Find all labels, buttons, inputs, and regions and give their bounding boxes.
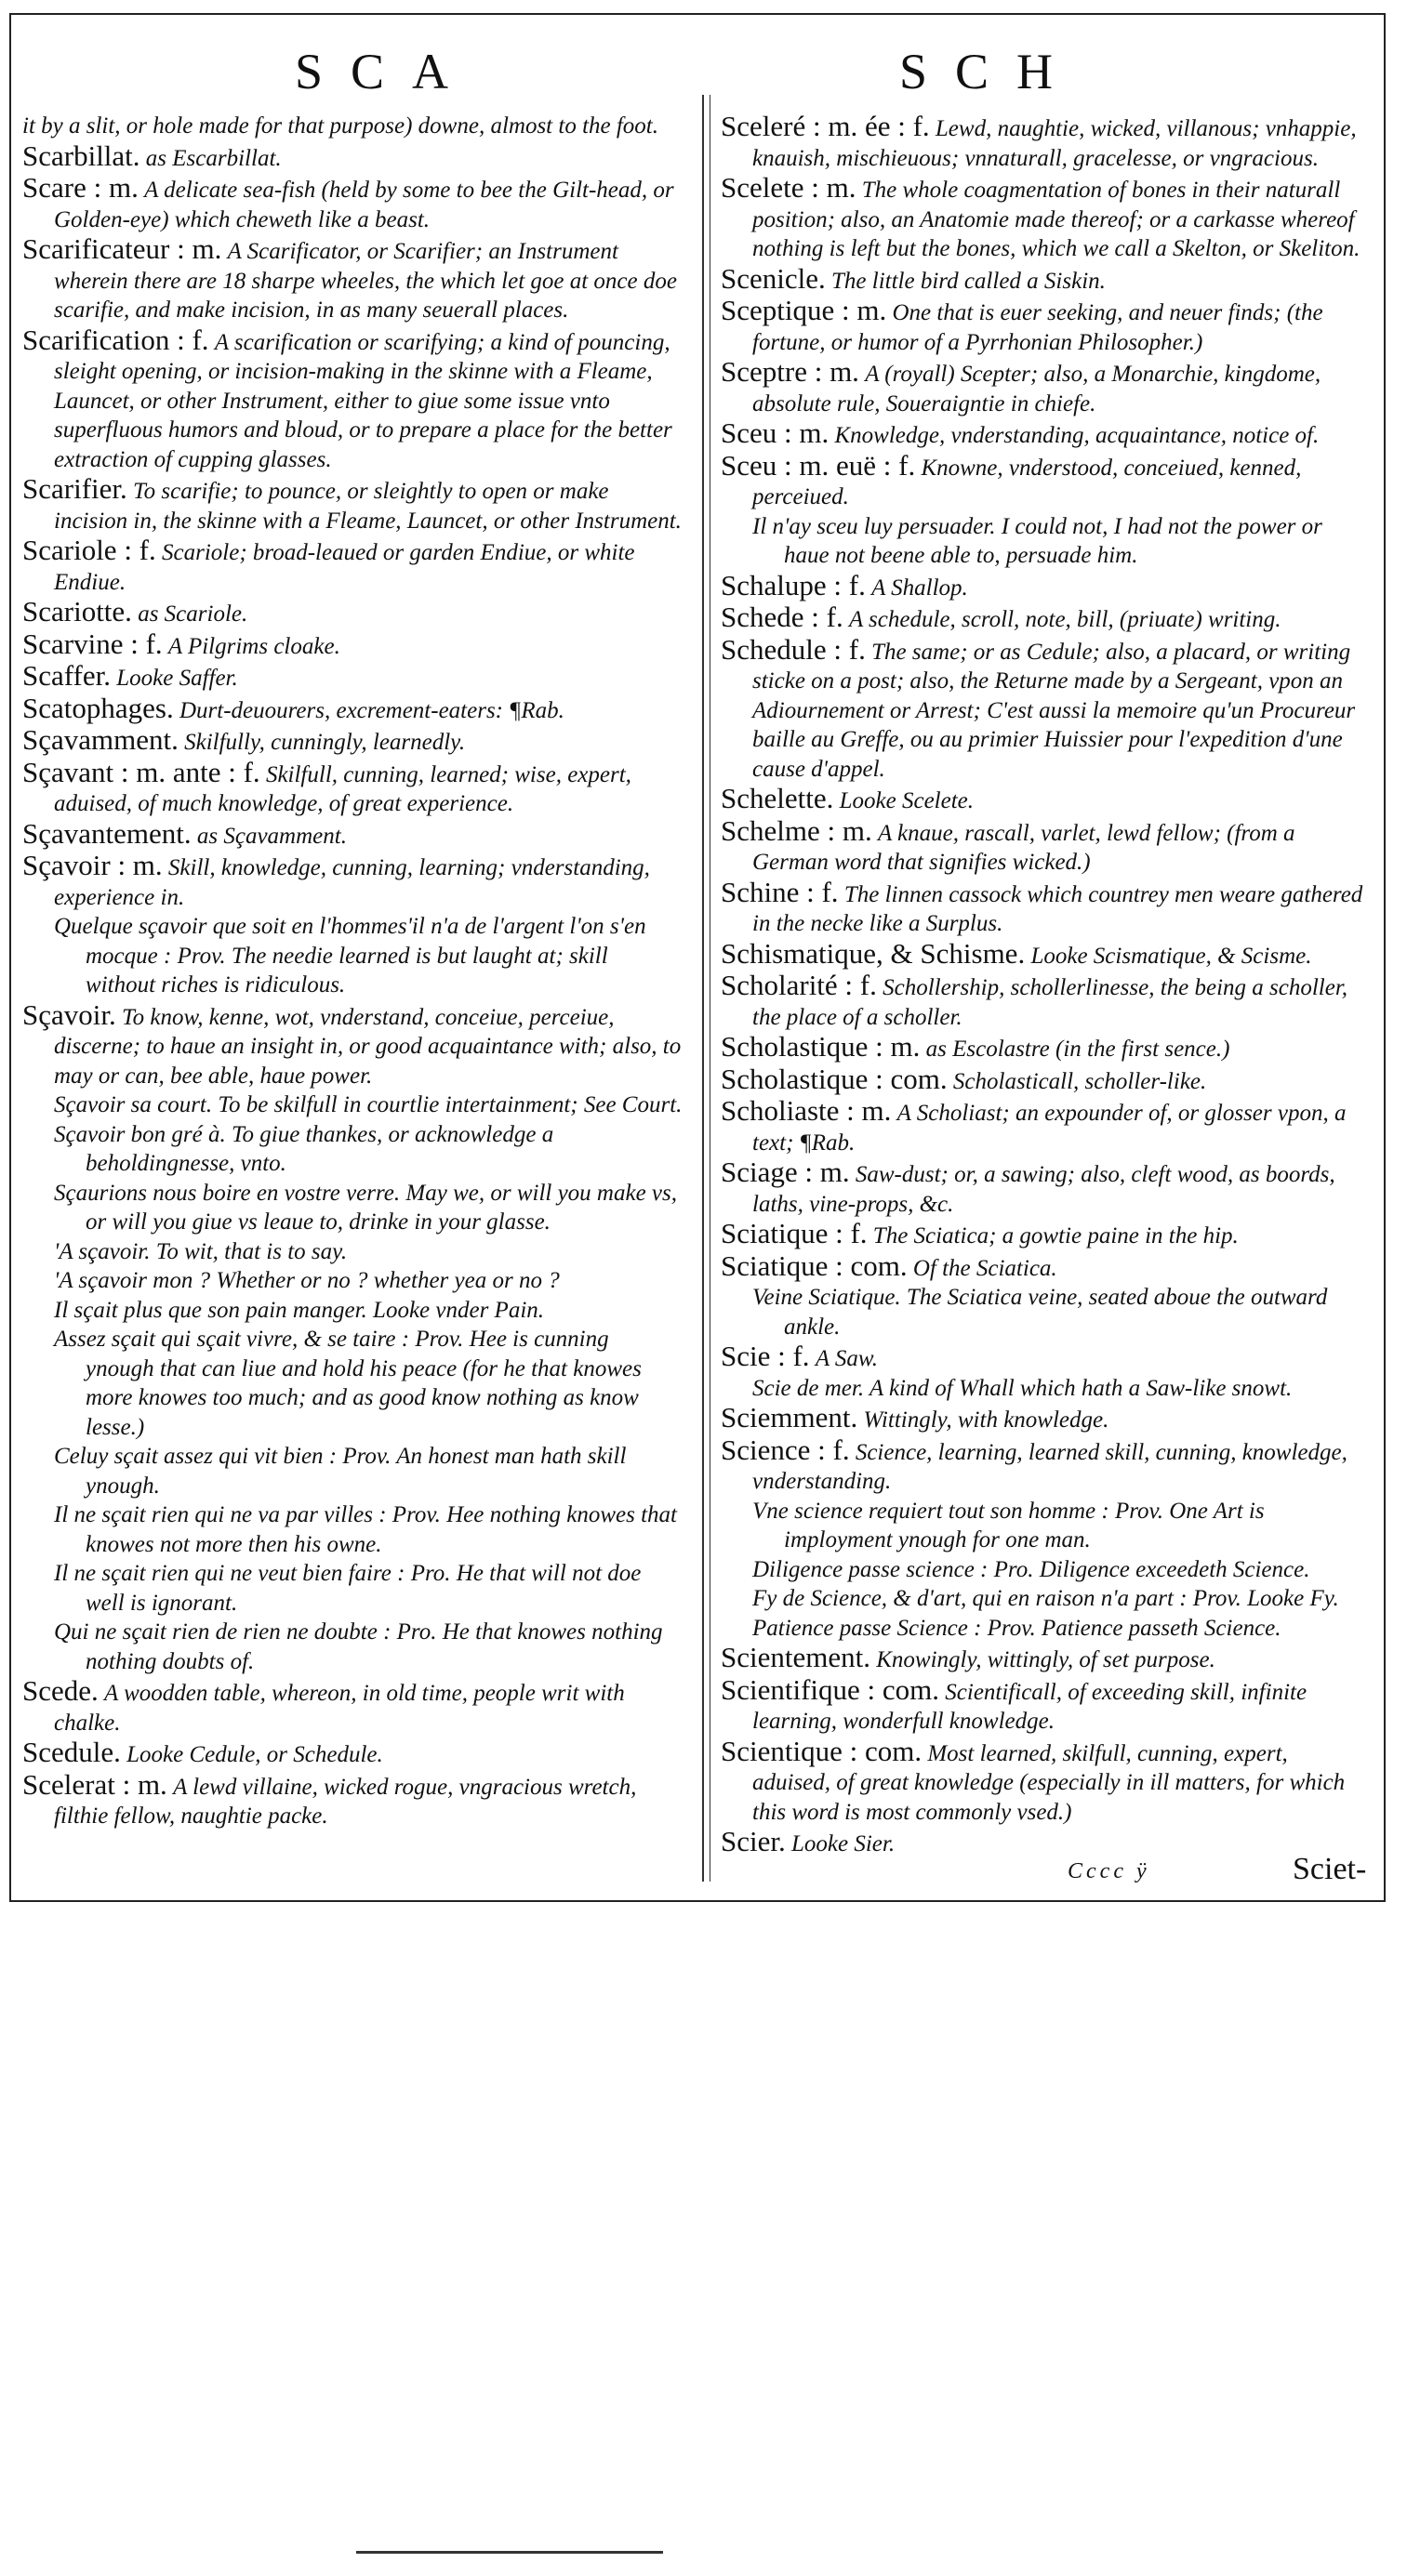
- dictionary-entry: [22, 597, 683, 629]
- entry-definition: Scariole; broad-leaued or garden Endiue, or white Endiue.: [54, 540, 635, 595]
- right-column: [721, 112, 1372, 1859]
- entry-headword: Sciage : m.: [721, 1156, 850, 1188]
- entry-definition: Skill, knowledge, cunning, learning; vnderstanding, experience in.: [54, 855, 650, 910]
- header-left: SCA: [295, 44, 477, 99]
- dictionary-entry: [721, 1374, 1372, 1404]
- dictionary-entry: [721, 784, 1372, 816]
- entry-definition: Il ne sçait rien qui ne veut bien faire : Pro. He that will not doe well is ignorant.: [54, 1561, 642, 1616]
- entry-headword: Schalupe : f.: [721, 568, 866, 601]
- left-column: [22, 112, 683, 1831]
- entry-definition: A schedule, scroll, note, bill, (priuate) writing.: [848, 607, 1281, 632]
- dictionary-entry: [721, 936, 1372, 971]
- entry-definition: Il sçait plus que son pain manger. Looke vnder Pain.: [54, 1297, 545, 1323]
- entry-headword: Scarificateur : m.: [22, 232, 222, 265]
- dictionary-entry: [721, 813, 1372, 878]
- entry-definition: it by a slit, or hole made for that purpose) downe, almost to the foot.: [22, 113, 658, 139]
- entry-definition: Saw-dust; or, a sawing; also, cleft wood, as boords, laths, vine-props, &c.: [752, 1162, 1335, 1217]
- entry-definition: To know, kenne, wot, vnderstand, conceiue, perceiue, discerne; to haue an insight in, or good acquaintance with; also, to may or can, bee able, haue power.: [54, 1004, 682, 1089]
- dictionary-entry: [22, 1237, 683, 1267]
- dictionary-entry: [721, 568, 1372, 603]
- entry-definition: Veine Sciatique. The Sciatica veine, seated aboue the outward ankle.: [752, 1285, 1328, 1340]
- entry-definition: as Sçavamment.: [196, 823, 347, 849]
- entry-definition: Of the Sciatica.: [912, 1255, 1057, 1281]
- entry-definition: Vne science requiert tout son homme : Prov. One Art is imployment ynough for one man.: [752, 1498, 1265, 1552]
- entry-definition: A delicate sea-fish (held by some to bee the Gilt-head, or Golden-eye) which cheweth like a beast.: [54, 178, 674, 232]
- dictionary-entry: [721, 1555, 1372, 1585]
- entry-headword: Sceu : m.: [721, 416, 830, 449]
- dictionary-entry: [22, 912, 683, 1000]
- entry-definition: Lewd, naughtie, wicked, villanous; vnhappie, knauish, mischieuous; vnnaturall, gracelesse, or vngracious.: [752, 116, 1357, 171]
- dictionary-entry: [721, 261, 1372, 297]
- dictionary-entry: [22, 1266, 683, 1296]
- dictionary-entry: [22, 1090, 683, 1120]
- entry-headword: Scarifier.: [22, 472, 127, 505]
- entry-headword: Sceleré : m. ée : f.: [721, 110, 930, 142]
- entry-definition: Qui ne sçait rien de rien ne doubte : Pro. He that knowes nothing nothing doubts of.: [54, 1619, 663, 1674]
- entry-definition: Knowledge, vnderstanding, acquaintance, notice of.: [834, 423, 1320, 448]
- entry-headword: Sçavant : m. ante : f.: [22, 755, 260, 788]
- entry-definition: Il n'ay sceu luy persuader. I could not, I had not the power or haue not beene able to, persuade him.: [752, 513, 1322, 568]
- entry-headword: Scedule.: [22, 1736, 121, 1768]
- dictionary-entry: [721, 875, 1372, 939]
- dictionary-entry: [721, 1096, 1372, 1157]
- entry-definition: Il ne sçait rien qui ne va par villes : Prov. Hee nothing knowes that knowes not more then his owne.: [54, 1502, 677, 1557]
- entry-definition: Quelque sçavoir que soit en l'hommes'il n'a de l'argent l'on s'en mocque : Prov. The needie learned is but laught at; skill without riches is ridiculous.: [54, 914, 646, 997]
- entry-definition: as Scariole.: [138, 601, 248, 627]
- dictionary-entry: [22, 1618, 683, 1676]
- dictionary-entry: [22, 1442, 683, 1500]
- entry-headword: Scariotte.: [22, 595, 132, 627]
- dictionary-entry: [721, 418, 1372, 451]
- entry-headword: Sçavantement.: [22, 816, 192, 850]
- entry-headword: Scholastique : com.: [721, 1062, 948, 1095]
- entry-headword: Sçavoir.: [22, 997, 116, 1031]
- dictionary-entry: [721, 1403, 1372, 1435]
- entry-headword: Schede : f.: [721, 601, 843, 633]
- entry-headword: Scelerat : m.: [22, 1767, 167, 1801]
- dictionary-entry: [721, 1584, 1372, 1614]
- header-right: SCH: [899, 44, 1082, 99]
- entry-definition: Patience passe Science : Prov. Patience passeth Science.: [752, 1615, 1281, 1641]
- entry-definition: Scie de mer. A kind of Whall which hath a Saw-like snowt.: [752, 1375, 1293, 1401]
- entry-headword: Scholarité : f.: [721, 969, 877, 1001]
- dictionary-entry: [721, 448, 1372, 512]
- entry-definition: Looke Scelete.: [839, 788, 974, 813]
- signature-mark: Cccc ÿ: [1068, 1859, 1150, 1883]
- entry-definition: Wittingly, with knowledge.: [863, 1407, 1109, 1433]
- entry-definition: Science, learning, learned skill, cunning, knowledge, vnderstanding.: [752, 1439, 1347, 1494]
- entry-headword: Scaffer.: [22, 659, 111, 692]
- dictionary-entry: [22, 325, 683, 475]
- dictionary-entry: [22, 173, 683, 234]
- entry-definition: A Scholiast; an expounder of, or glosser vpon, a text; ¶Rab.: [752, 1101, 1347, 1156]
- entry-definition: Looke Saffer.: [116, 666, 238, 691]
- dictionary-entry: [721, 1219, 1372, 1251]
- dictionary-entry: [22, 141, 683, 174]
- dictionary-entry: [22, 997, 683, 1091]
- entry-definition: A Shallop.: [871, 575, 968, 601]
- dictionary-entry: [721, 1341, 1372, 1374]
- bottom-rule: [356, 2551, 663, 2554]
- dictionary-entry: [22, 234, 683, 325]
- entry-definition: A scarification or scarifying; a kind of pouncing, sleight opening, or incision-making in the skinne with a Fleame, Launcet, or other Instrument, either to giue some issue vnto superfluous humors and bloud, or to prepare a place for the better extraction of cupping glasses.: [54, 329, 672, 472]
- dictionary-entry: [721, 1032, 1372, 1064]
- entry-definition: The little bird called a Siskin.: [831, 268, 1106, 294]
- dictionary-entry: [22, 691, 683, 726]
- dictionary-entry: [721, 1734, 1372, 1828]
- entry-definition: Knowne, vnderstood, conceiued, kenned, perceiued.: [752, 455, 1302, 509]
- entry-definition: Assez sçait qui sçait vivre, & se taire : Prov. Hee is cunning ynough that can liue and hold his peace (for he that knowes more knowes too much; and as good know nothing as know lesse.): [54, 1327, 642, 1440]
- dictionary-entry: [22, 112, 683, 141]
- entry-definition: as Escarbillat.: [145, 145, 282, 171]
- column-rule: [702, 95, 704, 1882]
- entry-headword: Sceptre : m.: [721, 355, 859, 388]
- dictionary-entry: [22, 755, 683, 819]
- entry-definition: Looke Sier.: [791, 1831, 896, 1856]
- entry-definition: Skilfull, cunning, learned; wise, expert, aduised, of much knowledge, of great experience.: [54, 761, 631, 816]
- dictionary-entry: [22, 535, 683, 597]
- entry-definition: A lewd villaine, wicked rogue, vngracious wretch, filthie fellow, naughtie packe.: [54, 1774, 637, 1829]
- dictionary-entry: [721, 1643, 1372, 1675]
- entry-headword: Scenicle.: [721, 261, 826, 295]
- entry-headword: Sçavoir : m.: [22, 849, 163, 881]
- dictionary-entry: [721, 971, 1372, 1032]
- entry-headword: Scie : f.: [721, 1340, 810, 1372]
- entry-headword: Scholastique : m.: [721, 1030, 921, 1063]
- entry-definition: A knaue, rascall, varlet, lewd fellow; (from a German word that signifies wicked.): [752, 820, 1295, 875]
- dictionary-entry: [22, 816, 683, 852]
- entry-definition: Durt-deuourers, excrement-eaters: ¶Rab.: [179, 697, 564, 723]
- entry-definition: The whole coagmentation of bones in their naturall position; also, an Anatomie made thereof; or a carkasse whereof nothing is left but the bones, which we call a Skelton, or Skeliton.: [752, 178, 1361, 261]
- entry-definition: To scarifie; to pounce, or sleightly to open or make incision in, the skinne with a Fleame, Launcet, or other Instrument.: [54, 479, 682, 534]
- entry-headword: Schelette.: [721, 782, 834, 814]
- entry-definition: Scholasticall, scholler-like.: [952, 1068, 1207, 1094]
- dictionary-entry: [721, 1283, 1372, 1341]
- entry-definition: as Escolastre (in the first sence.): [925, 1037, 1230, 1062]
- running-header: [11, 43, 1387, 99]
- entry-headword: Scede.: [22, 1674, 99, 1707]
- dictionary-entry: [22, 474, 683, 535]
- entry-definition: Fy de Science, & d'art, qui en raison n'a part : Prov. Looke Fy.: [752, 1586, 1339, 1611]
- entry-headword: Sciemment.: [721, 1401, 858, 1433]
- entry-definition: Looke Cedule, or Schedule.: [126, 1742, 383, 1767]
- entry-headword: Scarbillat.: [22, 139, 140, 172]
- dictionary-entry: [22, 1296, 683, 1326]
- dictionary-entry: [721, 1064, 1372, 1097]
- dictionary-entry: [22, 1559, 683, 1618]
- entry-definition: Diligence passe science : Pro. Diligence exceedeth Science.: [752, 1556, 1310, 1582]
- entry-headword: Science : f.: [721, 1433, 850, 1466]
- dictionary-entry: [22, 1325, 683, 1442]
- dictionary-entry: [22, 1120, 683, 1179]
- dictionary-entry: [22, 1767, 683, 1831]
- entry-definition: A Scarificator, or Scarifier; an Instrument wherein there are 18 sharpe wheeles, the which let goe at once doe scarifie, and make incision, in as many seuerall places.: [54, 239, 677, 323]
- dictionary-entry: [721, 1248, 1372, 1284]
- dictionary-entry: [721, 1827, 1372, 1859]
- catchword: Sciet-: [1293, 1852, 1367, 1886]
- entry-headword: Scientifique : com.: [721, 1672, 940, 1706]
- dictionary-entry: [721, 1672, 1372, 1737]
- dictionary-entry: [721, 1157, 1372, 1219]
- entry-definition: Schollership, schollerlinesse, the being a scholler, the place of a scholler.: [752, 975, 1348, 1030]
- entry-headword: Sceu : m. euë : f.: [721, 448, 916, 482]
- entry-definition: A Saw.: [815, 1346, 878, 1371]
- dictionary-entry: [22, 629, 683, 662]
- dictionary-entry: [721, 602, 1372, 635]
- entry-definition: Sçavoir bon gré à. To giue thankes, or acknowledge a beholdingnesse, vnto.: [54, 1121, 554, 1176]
- entry-definition: Celuy sçait assez qui vit bien : Prov. An honest man hath skill ynough.: [54, 1444, 627, 1499]
- entry-headword: Schismatique, & Schisme.: [721, 936, 1026, 970]
- dictionary-entry: [22, 1737, 683, 1770]
- dictionary-entry: [22, 1179, 683, 1237]
- entry-definition: A woodden table, whereon, in old time, people writ with chalke.: [54, 1681, 625, 1736]
- dictionary-entry: [721, 1497, 1372, 1555]
- entry-definition: 'A sçavoir mon ? Whether or no ? whether yea or no ?: [54, 1268, 560, 1293]
- dictionary-entry: [721, 1614, 1372, 1644]
- entry-definition: The linnen cassock which countrey men weare gathered in the necke like a Surplus.: [752, 881, 1363, 936]
- entry-headword: Scelete : m.: [721, 171, 856, 204]
- entry-headword: Scatophages.: [22, 691, 174, 724]
- dictionary-entry: [22, 661, 683, 694]
- entry-definition: 'A sçavoir. To wit, that is to say.: [54, 1238, 348, 1264]
- entry-headword: Schelme : m.: [721, 813, 872, 847]
- entry-headword: Sciatique : com.: [721, 1248, 908, 1282]
- dictionary-entry: [721, 1435, 1372, 1497]
- entry-headword: Sceptique : m.: [721, 294, 887, 326]
- dictionary-entry: [22, 725, 683, 758]
- dictionary-entry: [721, 296, 1372, 357]
- dictionary-entry: [721, 512, 1372, 571]
- entry-headword: Scariole : f.: [22, 534, 156, 566]
- entry-headword: Schedule : f.: [721, 632, 866, 666]
- dictionary-entry: [22, 851, 683, 912]
- entry-headword: Scarification : f.: [22, 323, 209, 356]
- entry-definition: Knowingly, wittingly, of set purpose.: [876, 1647, 1215, 1672]
- dictionary-entry: [22, 1500, 683, 1559]
- dictionary-entry: [721, 632, 1372, 785]
- entry-definition: Sçavoir sa court. To be skilfull in courtlie intertainment; See Court.: [54, 1092, 683, 1117]
- entry-headword: Sçavamment.: [22, 723, 179, 756]
- entry-headword: Schine : f.: [721, 875, 839, 908]
- entry-definition: Sçaurions nous boire en vostre verre. May we, or will you make vs, or will you giue vs leaue to, drinke in your glasse.: [54, 1180, 678, 1235]
- entry-headword: Scier.: [721, 1825, 786, 1857]
- entry-headword: Scientique : com.: [721, 1734, 923, 1767]
- entry-definition: The Sciatica; a gowtie paine in the hip.: [872, 1223, 1239, 1248]
- dictionary-entry: [721, 357, 1372, 418]
- dictionary-entry: [721, 112, 1372, 173]
- dictionary-entry: [22, 1676, 683, 1737]
- entry-headword: Scare : m.: [22, 171, 139, 204]
- entry-headword: Sciatique : f.: [721, 1217, 868, 1249]
- entry-headword: Scientement.: [721, 1641, 870, 1673]
- entry-definition: Looke Scismatique, & Scisme.: [1030, 943, 1312, 969]
- entry-definition: A (royall) Scepter; also, a Monarchie, kingdome, absolute rule, Soueraigntie in chiefe.: [752, 362, 1321, 416]
- entry-definition: Skilfully, cunningly, learnedly.: [184, 730, 466, 755]
- entry-definition: The same; or as Cedule; also, a placard, or writing sticke on a post; also, the Returne made by a Sergeant, vpon an Adiournement or Arrest; C'est aussi la memoire qu'un Procureur baille au Greffe, ou au primier Huissier pour l'expedition d'une cause d'appel.: [752, 639, 1356, 782]
- dictionary-entry: [721, 173, 1372, 264]
- entry-headword: Scarvine : f.: [22, 627, 163, 660]
- entry-definition: One that is euer seeking, and neuer finds; (the fortune, or humor of a Pyrrhonian Philosopher.): [752, 300, 1323, 355]
- entry-definition: A Pilgrims cloake.: [167, 633, 340, 659]
- entry-headword: Scholiaste : m.: [721, 1094, 892, 1127]
- entry-definition: Scientificall, of exceeding skill, infinite learning, wonderfull knowledge.: [752, 1679, 1307, 1734]
- entry-definition: Most learned, skilfull, cunning, expert, aduised, of great knowledge (especially in ill matters, for which this word is most commonly vsed.): [752, 1740, 1346, 1825]
